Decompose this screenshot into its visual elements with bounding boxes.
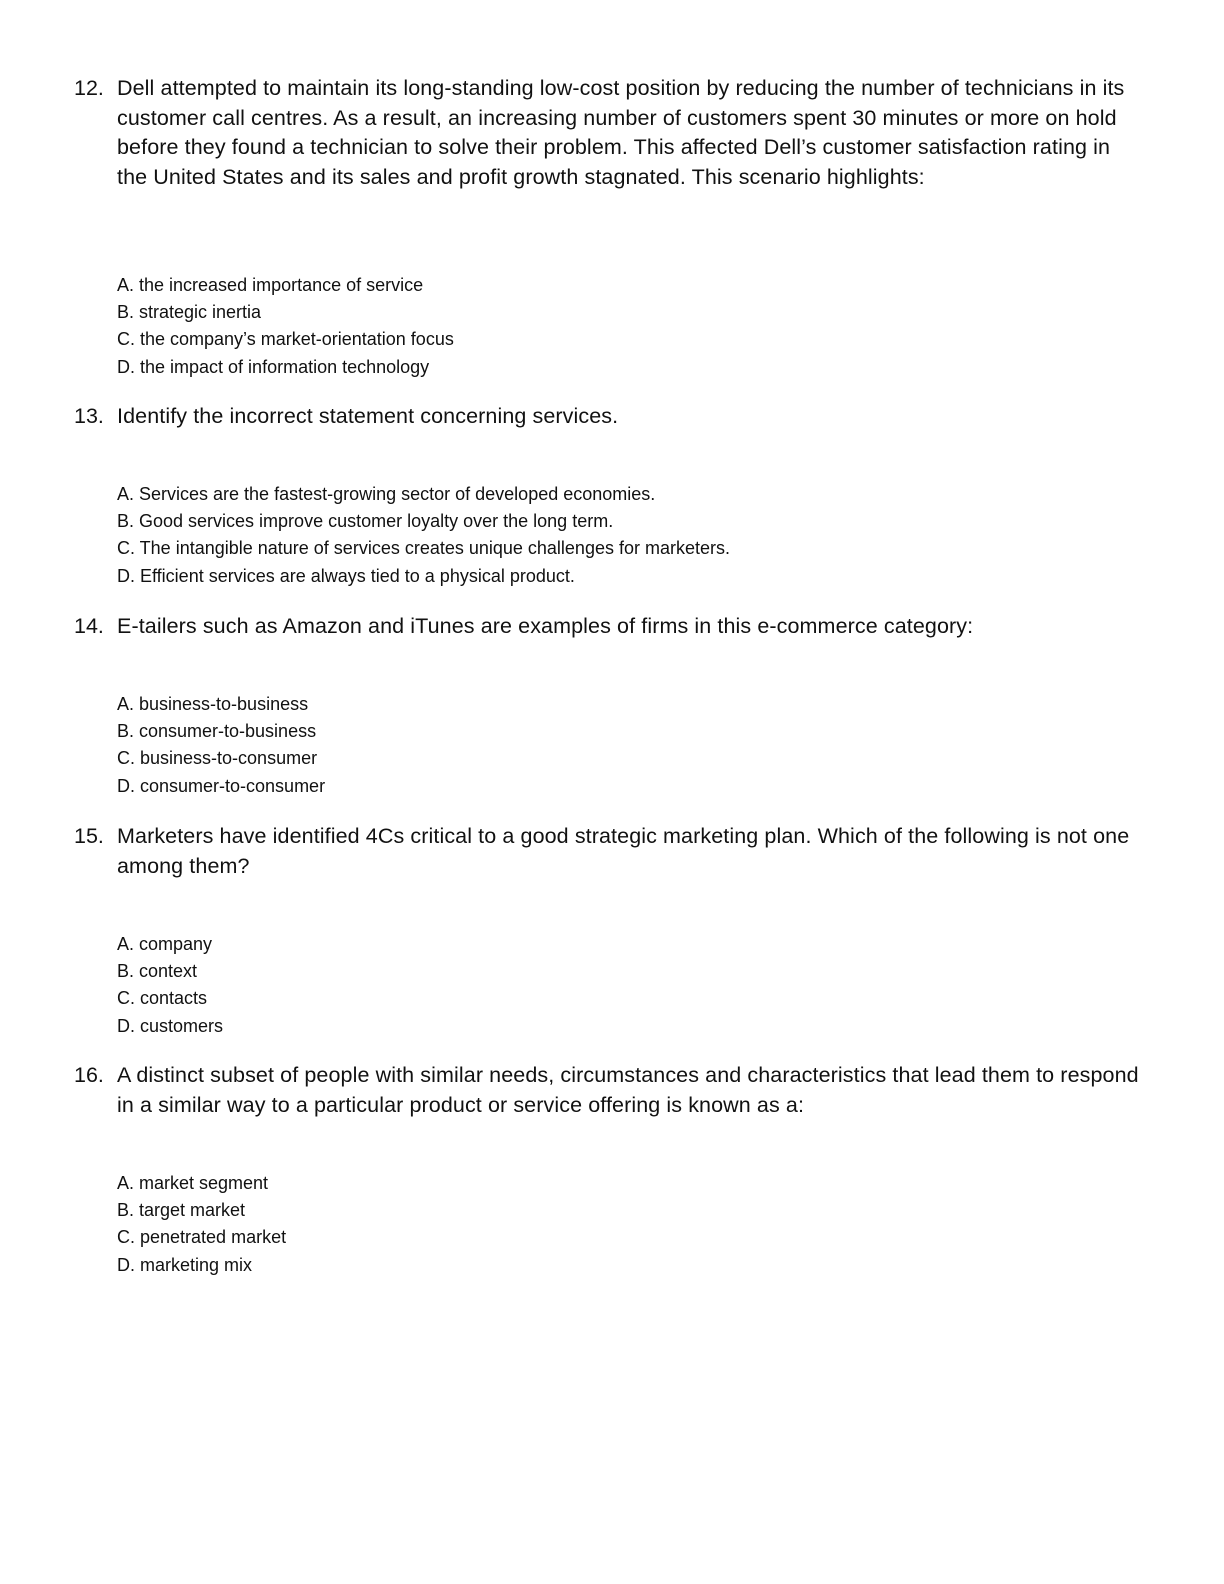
question-number: 13. (74, 404, 104, 428)
question-text: Identify the incorrect statement concerning services. (117, 404, 619, 428)
answer-option: C. The intangible nature of services creates unique challenges for marketers. (117, 538, 730, 559)
question-number: 12. (74, 76, 104, 100)
question-12 (74, 74, 1144, 377)
question-16 (74, 1061, 1144, 1275)
answer-option: A. Services are the fastest-growing sector of developed economies. (117, 484, 656, 504)
answer-option: D. consumer-to-consumer (117, 775, 326, 796)
answer-option: D. customers (117, 1015, 224, 1036)
answer-option: C. contacts (117, 988, 208, 1009)
question-number: 16. (74, 1063, 104, 1087)
answer-option: D. the impact of information technology (117, 356, 430, 377)
answer-option: C. the company’s market-orientation focus (117, 329, 454, 350)
question-13 (74, 402, 1144, 586)
answer-options (117, 272, 454, 381)
answer-option: D. Efficient services are always tied to a physical product. (117, 565, 575, 586)
answer-option: A. business-to-business (117, 694, 309, 714)
answer-option: C. business-to-consumer (117, 748, 318, 769)
answer-options (117, 691, 325, 800)
answer-option: A. company (117, 934, 213, 954)
answer-option: B. target market (117, 1200, 246, 1221)
question-text: Marketers have identified 4Cs critical to a good strategic marketing plan. Which of the following is not one among them? (117, 824, 1130, 878)
answer-option: C. penetrated market (117, 1227, 287, 1248)
answer-option: B. Good services improve customer loyalty over the long term. (117, 511, 614, 532)
question-15 (74, 822, 1144, 1036)
answer-options (117, 1170, 286, 1279)
answer-option: B. strategic inertia (117, 302, 262, 323)
question-number: 15. (74, 824, 104, 848)
question-number: 14. (74, 614, 104, 638)
answer-options (117, 481, 730, 590)
question-text: E-tailers such as Amazon and iTunes are examples of firms in this e-commerce category: (117, 614, 974, 638)
question-text: Dell attempted to maintain its long-standing low-cost position by reducing the number of technicians in its customer call centres. As a result, an increasing number of customers spent 30 minutes or more on hold before they found a technician to solve their problem. This affected Dell’s customer satisfaction rating in the United States and its sales and profit growth stagnated. This scenario highlights: (117, 76, 1125, 189)
answer-option: B. context (117, 961, 198, 982)
question-14 (74, 612, 1144, 796)
question-text: A distinct subset of people with similar needs, circumstances and characteristics that lead them to respond in a similar way to a particular product or service offering is known as a: (117, 1063, 1139, 1117)
answer-option: B. consumer-to-business (117, 721, 317, 742)
answer-option: D. marketing mix (117, 1254, 253, 1275)
answer-option: A. market segment (117, 1173, 269, 1193)
answer-options (117, 931, 223, 1040)
answer-option: A. the increased importance of service (117, 275, 424, 295)
